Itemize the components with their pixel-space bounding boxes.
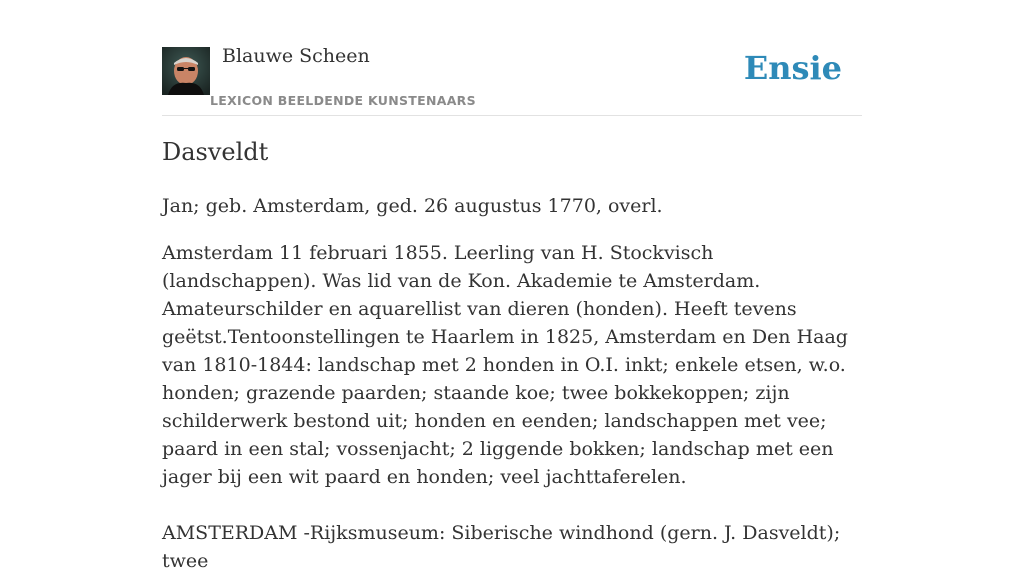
article-title: Dasveldt (162, 138, 269, 166)
avatar-photo (162, 47, 210, 95)
site-logo[interactable]: Ensie (743, 49, 842, 87)
article-paragraph: AMSTERDAM -Rijksmuseum: Siberische windhond (gern. J. Dasveldt); twee (162, 522, 841, 572)
article-body (162, 192, 862, 575)
avatar[interactable] (162, 47, 210, 95)
article-paragraph: Jan; geb. Amsterdam, ged. 26 augustus 1770, overl. (162, 195, 663, 217)
header (162, 45, 862, 116)
author-name[interactable]: Blauwe Scheen (222, 45, 370, 67)
article-paragraph: Amsterdam 11 februari 1855. Leerling van H. Stockvisch (landschappen). Was lid van de Kon. Akademie te Amsterdam. Amateurschilder en aquarellist van dieren (honden). Heeft tevens geëtst.Tentoonstellingen te Haarlem in 1825, Amsterdam en Den Haag van 1810-1844: landschap met 2 honden in O.I. inkt; enkele etsen, w.o. honden; grazende paarden; staande koe; twee bokkekoppen; zijn schilderwerk bestond uit; honden en eenden; landschappen met vee; paard in een stal; vossenjacht; 2 liggende bokken; landschap met een jager bij een wit paard en honden; veel jachttaferelen. (162, 242, 848, 488)
category-link[interactable]: LEXICON BEELDENDE KUNSTENAARS (210, 93, 476, 108)
